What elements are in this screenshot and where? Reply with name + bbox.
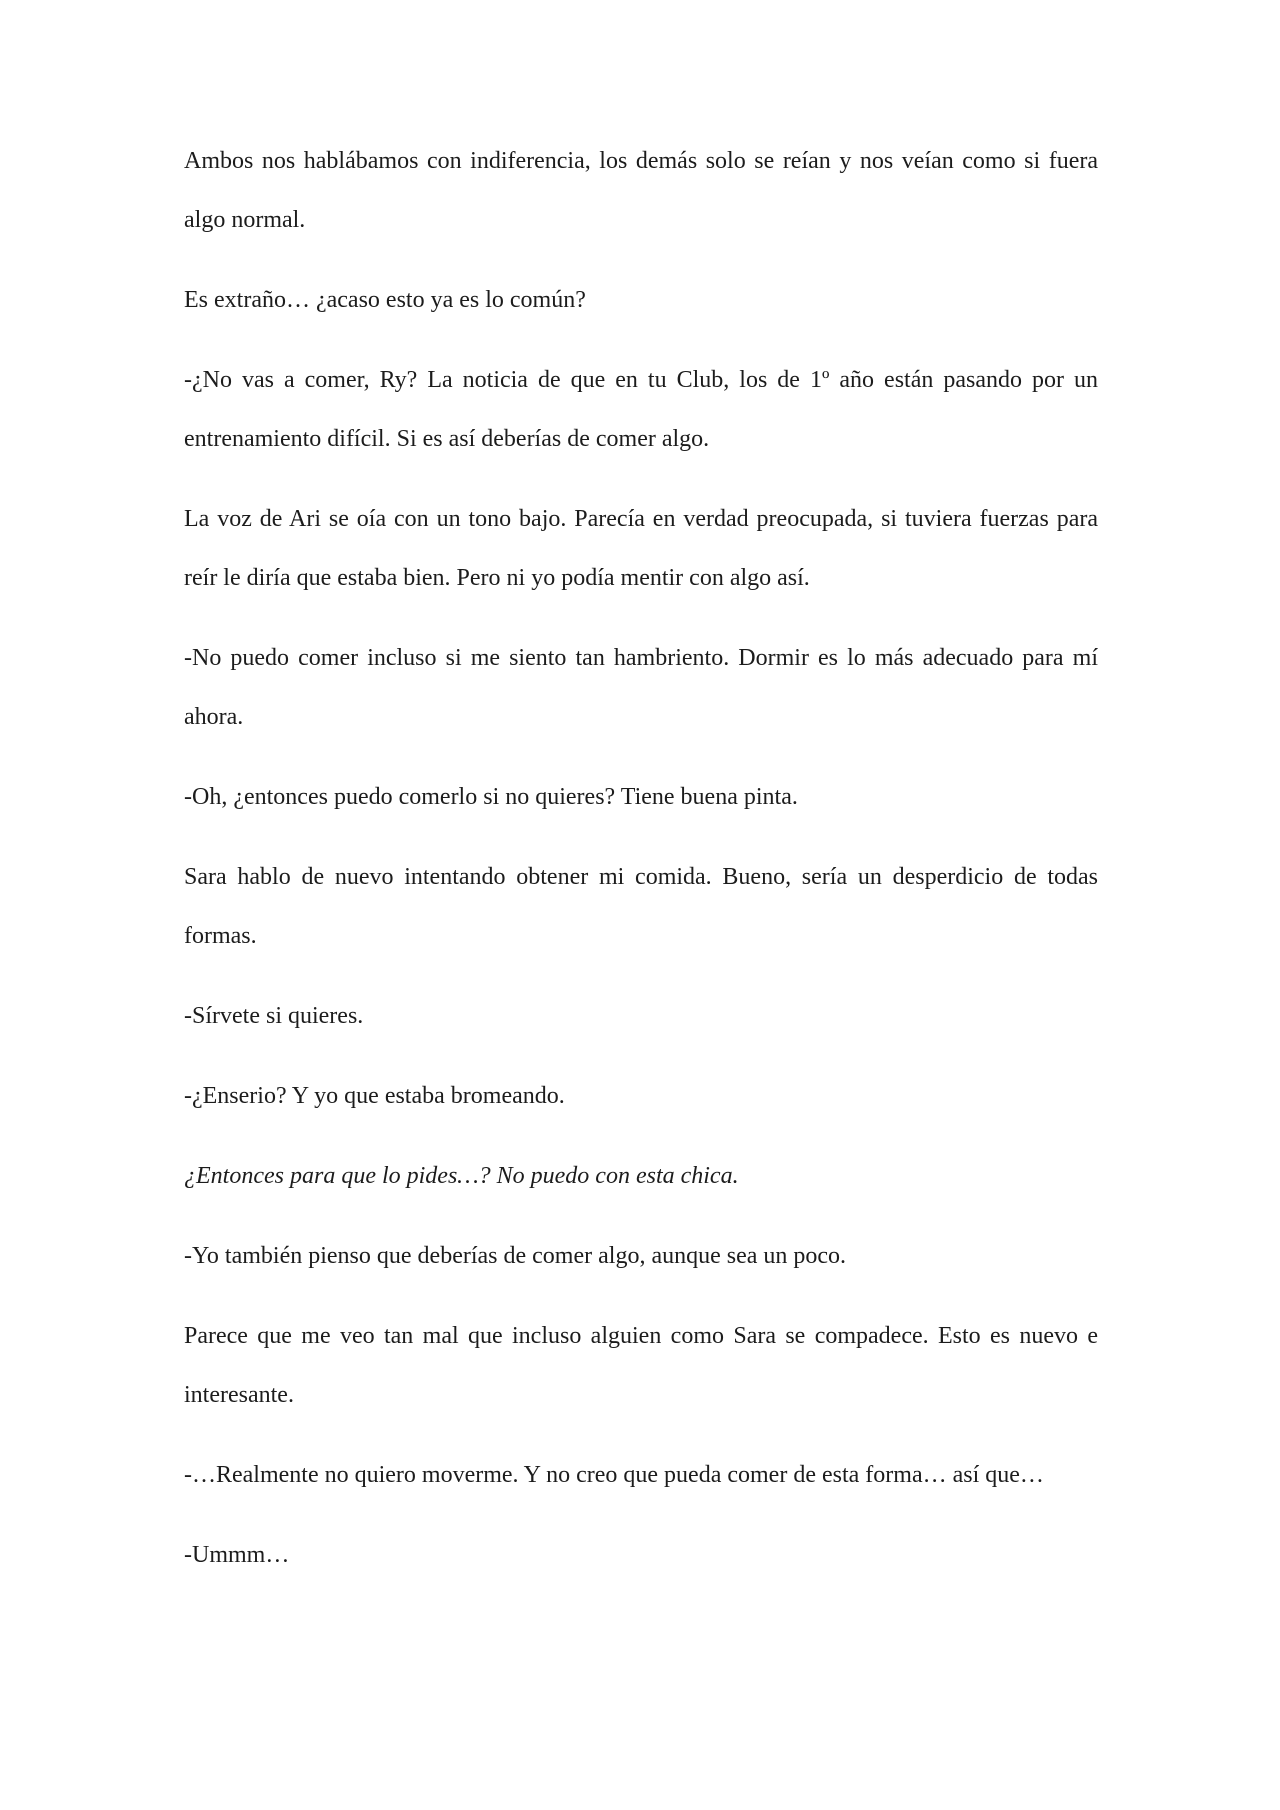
paragraph: La voz de Ari se oía con un tono bajo. Parecía en verdad preocupada, si tuviera fuerzas para reír le diría que estaba bien. Pero ni yo podía mentir con algo así. (184, 506, 1098, 591)
paragraph: Parece que me veo tan mal que incluso alguien como Sara se compadece. Esto es nuevo e interesante. (184, 1323, 1098, 1408)
paragraph: -¿No vas a comer, Ry? La noticia de que en tu Club, los de 1º año están pasando por un entrenamiento difícil. Si es así deberías de comer algo. (184, 367, 1098, 452)
paragraph: -Yo también pienso que deberías de comer algo, aunque sea un poco. (184, 1243, 847, 1269)
paragraph: Sara hablo de nuevo intentando obtener mi comida. Bueno, sería un desperdicio de todas formas. (184, 864, 1098, 949)
paragraph: -Oh, ¿entonces puedo comerlo si no quieres? Tiene buena pinta. (184, 784, 798, 810)
paragraph: -¿Enserio? Y yo que estaba bromeando. (184, 1083, 565, 1109)
paragraph: -No puedo comer incluso si me siento tan hambriento. Dormir es lo más adecuado para mí ahora. (184, 645, 1098, 730)
paragraph: -…Realmente no quiero moverme. Y no creo que pueda comer de esta forma… así que… (184, 1462, 1044, 1488)
document-page (184, 144, 1098, 1606)
paragraph: -Ummm… (184, 1542, 290, 1568)
paragraph: Es extraño… ¿acaso esto ya es lo común? (184, 287, 586, 313)
paragraph: Ambos nos hablábamos con indiferencia, los demás solo se reían y nos veían como si fuera algo normal. (184, 148, 1098, 233)
italic-thought-paragraph: ¿Entonces para que lo pides…? No puedo con esta chica. (184, 1163, 739, 1189)
paragraph: -Sírvete si quieres. (184, 1003, 364, 1029)
